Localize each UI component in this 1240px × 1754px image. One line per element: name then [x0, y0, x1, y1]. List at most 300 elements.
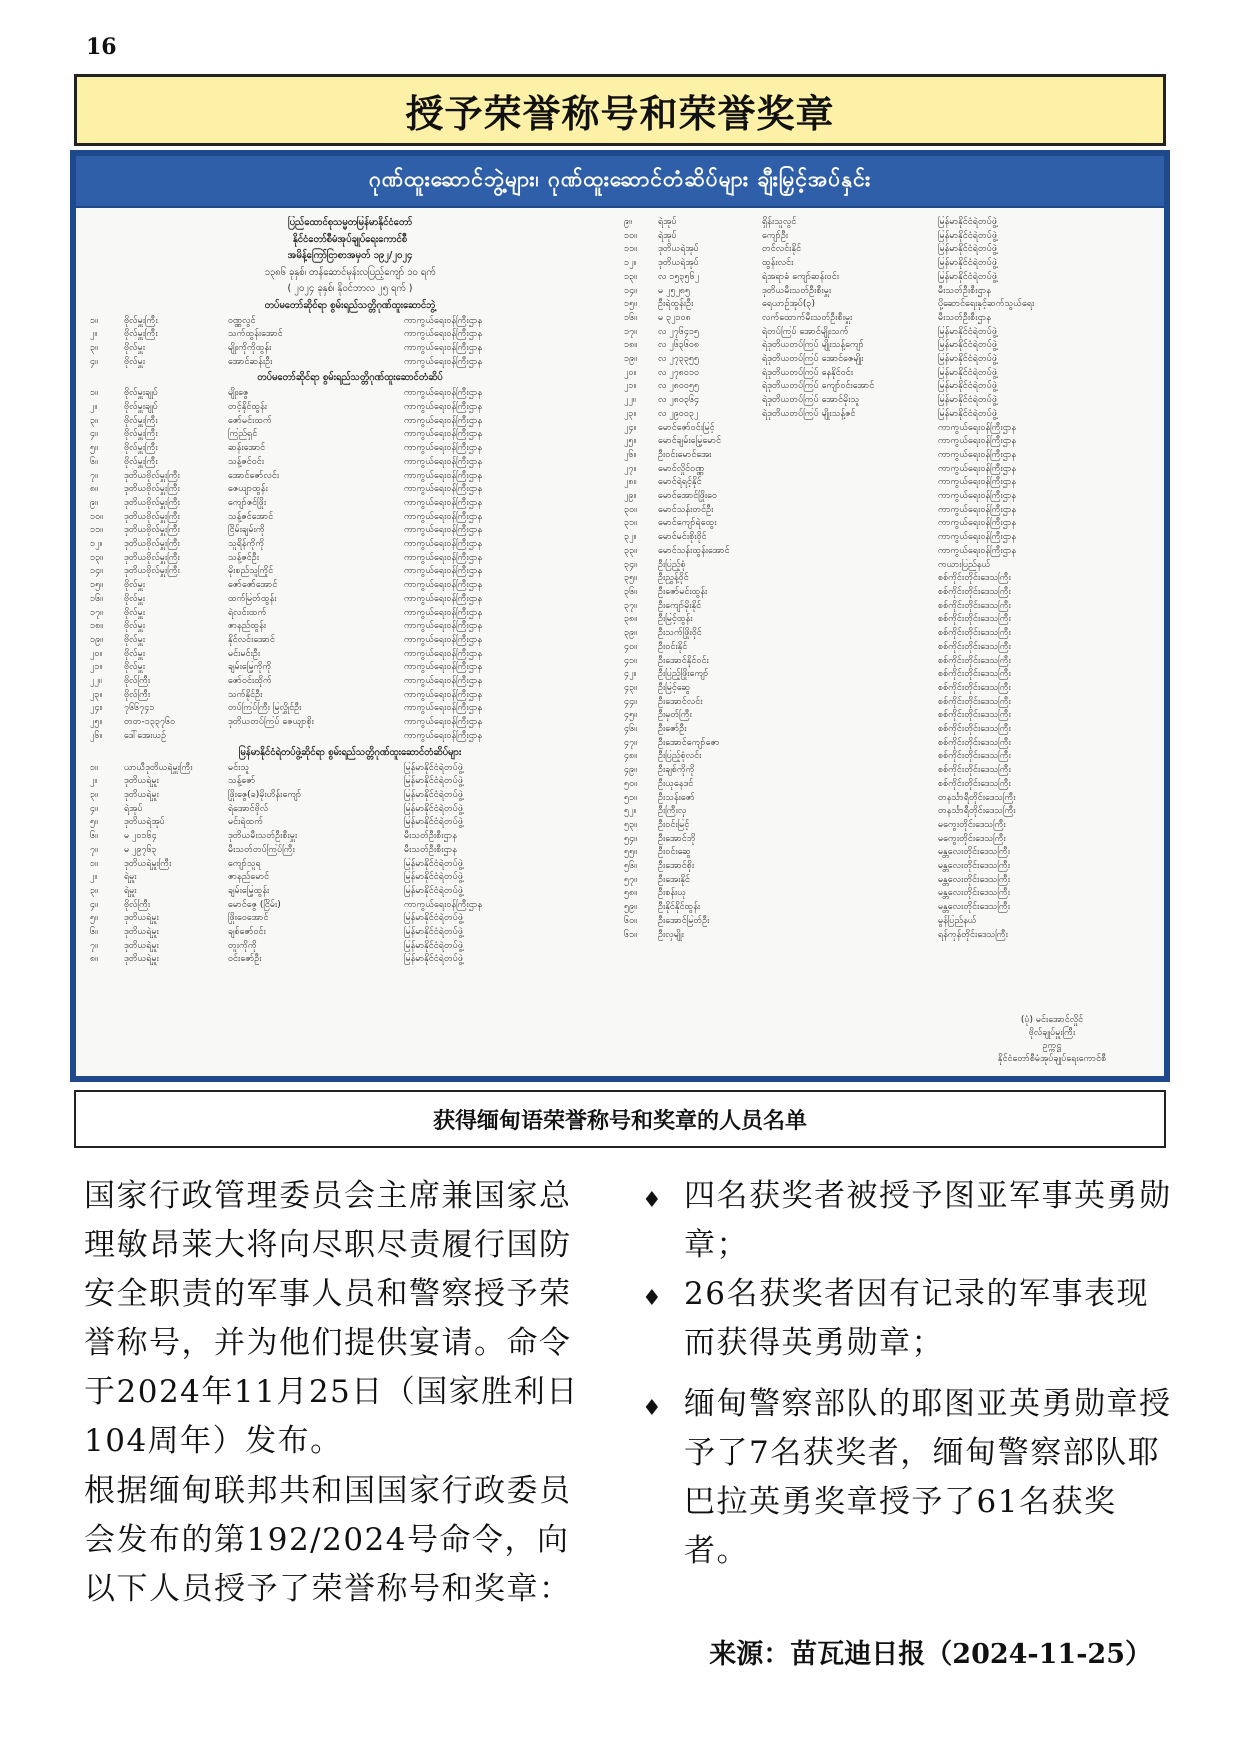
section-heading: တပ်မတော်ဆိုင်ရာ စွမ်းရည်သတ္တိဂုဏ်ထူးဆောင်ဘွဲ့ — [264, 299, 436, 311]
award-row — [90, 428, 610, 442]
award-row — [624, 353, 1144, 367]
award-cell: တူးကိုကို — [228, 940, 257, 951]
award-cell: ၃၉။ — [624, 628, 637, 639]
award-cell: ကာကွယ်ရေးဝန်ကြီးဌာန — [404, 552, 483, 563]
award-cell: မောင်ချမ်းမြေ့မောင် — [658, 436, 722, 447]
signature-line: (ပုံ) မင်းအောင်လှိုင် — [1020, 1015, 1084, 1025]
award-cell: မြန်မာနိုင်ငံရဲတပ်ဖွဲ့ — [404, 817, 463, 828]
award-cell: ဗိုလ်မှူးကြီး — [124, 456, 158, 467]
award-cell: ဗိုလ်မှူး — [124, 356, 146, 367]
award-cell: ၂၆။ — [624, 449, 637, 460]
award-row — [624, 572, 1144, 586]
award-cell: ဦးသန်းဇော် — [658, 792, 695, 803]
award-cell: ၂၁။ — [624, 381, 637, 392]
award-cell: ၁၈။ — [90, 621, 103, 632]
award-cell: မင်းသူ — [228, 762, 250, 773]
award-cell: ၅။ — [90, 817, 98, 828]
award-cell: ၃၇။ — [624, 600, 637, 611]
award-cell: ဦးပြည့်ဖြိုးကျော် — [658, 669, 709, 680]
award-row — [624, 819, 1144, 833]
award-cell: ၃၄။ — [624, 559, 637, 570]
award-row — [90, 661, 610, 675]
award-cell: တင့်နိုင်ထွန်း — [228, 402, 268, 413]
award-cell: မောင်သန်းတင်ဦး — [658, 504, 714, 515]
award-cell: ၇၆၆၇၄၁ — [124, 703, 155, 714]
award-cell: အောင်ဇော်လင်း — [228, 470, 280, 481]
award-cell: ၃။ — [90, 415, 98, 426]
award-cell — [762, 696, 938, 710]
award-cell: ၁၇။ — [624, 326, 637, 337]
award-cell: ၄၁။ — [624, 655, 637, 666]
award-cell: လက်ထောက်မီးသတ်ဦးစီးမှူး — [762, 312, 853, 323]
award-cell: ထက်မြတ်ထွန်း — [228, 593, 277, 604]
award-row — [624, 805, 1144, 819]
award-row — [90, 940, 610, 954]
award-cell: ၆၁။ — [624, 929, 637, 940]
award-row — [624, 696, 1144, 710]
award-cell: ၃။ — [90, 790, 98, 800]
award-row — [90, 816, 610, 830]
award-cell: မြန်မာနိုင်ငံရဲတပ်ဖွဲ့ — [404, 803, 463, 814]
award-cell: ကာကွယ်ရေးဝန်ကြီးဌာန — [404, 593, 483, 604]
award-row — [90, 702, 610, 716]
award-cell: ဗိုလ်မှူး — [124, 662, 146, 673]
award-cell: ကာကွယ်ရေးဝန်ကြီးဌာန — [404, 648, 483, 659]
award-cell: ၁၈။ — [624, 340, 637, 351]
award-cell: ကာကွယ်ရေးဝန်ကြီးဌာန — [938, 422, 1017, 433]
award-cell: ရေယာဉ်အုပ်(၃) — [762, 299, 815, 310]
award-cell: သန့်ဇော် — [228, 776, 256, 787]
award-row — [624, 463, 1144, 477]
award-cell: ရဲအရာခံ ကျော်ဆန်းဝင်း — [762, 271, 840, 282]
award-cell: ၁၆။ — [624, 312, 637, 323]
award-cell: ကာကွယ်ရေးဝန်ကြီးဌာန — [404, 402, 483, 413]
award-cell: ရဲမှူး — [124, 872, 137, 883]
page-number: 16 — [86, 34, 117, 60]
award-row — [90, 415, 610, 429]
diamond-bullet-icon: ♦ — [642, 1188, 662, 1213]
award-cell: ၂။ — [90, 776, 98, 787]
award-cell: ဗိုလ်မှူးချုပ် — [124, 388, 158, 399]
signature-line: ဥက္ကဋ္ဌ — [1042, 1041, 1062, 1051]
award-cell: ကျော်ဇင်ဖြိုး — [228, 497, 267, 508]
award-cell: ၃။ — [90, 342, 98, 353]
award-cell: ဒုတိယရဲမှူး — [124, 927, 159, 938]
award-row — [90, 926, 610, 940]
award-cell: စစ်ကိုင်းတိုင်းဒေသကြီး — [938, 724, 1011, 735]
award-cell: ကာကွယ်ရေးဝန်ကြီးဌာန — [404, 415, 483, 426]
award-row — [624, 778, 1144, 792]
award-cell: တနင်္သာရီတိုင်းဒေသကြီး — [938, 806, 1016, 817]
award-cell: ကြည်ရှင် — [228, 429, 258, 440]
award-cell: ဒုတိယဗိုလ်မှူးကြီး — [124, 470, 180, 481]
award-row — [90, 442, 610, 456]
award-cell: မောင်သန်းထွန်းအောင် — [658, 545, 730, 556]
award-row — [90, 789, 610, 803]
award-cell: ဖြိုးဇွေ(ခ)မိုးဟိန်းကျော် — [228, 790, 302, 800]
award-row — [624, 915, 1144, 929]
award-row — [90, 689, 610, 703]
award-cell: မြန်မာနိုင်ငံရဲတပ်ဖွဲ့ — [938, 244, 997, 255]
award-cell: လ ၂၇၃၃၅၅ — [658, 354, 700, 365]
award-cell: ၅၁။ — [624, 792, 637, 803]
award-cell: လ ၂၉၀၀၃၂ — [658, 408, 699, 419]
award-cell — [762, 915, 938, 929]
award-cell: မြန်မာနိုင်ငံရဲတပ်ဖွဲ့ — [938, 367, 997, 378]
award-row — [90, 953, 610, 967]
award-cell: ရန်ကုန်တိုင်းဒေသကြီး — [938, 929, 1008, 940]
award-cell — [762, 929, 938, 943]
award-row — [90, 524, 610, 538]
award-row — [624, 449, 1144, 463]
award-cell: သန့်ဇင်အောင် — [228, 511, 274, 522]
award-cell: ကာကွယ်ရေးဝန်ကြီးဌာန — [938, 436, 1017, 447]
award-cell: ဒေါ်အေးယဉ် — [124, 730, 167, 741]
award-row — [624, 435, 1144, 449]
award-cell — [762, 737, 938, 751]
award-cell — [762, 627, 938, 641]
award-row — [90, 762, 610, 776]
award-cell: ကာကွယ်ရေးဝန်ကြီးဌာန — [938, 545, 1017, 556]
award-cell: ၁၇။ — [90, 607, 103, 618]
diamond-bullet-icon: ♦ — [642, 1286, 662, 1311]
award-cell: ၅။ — [90, 443, 98, 454]
order-heading-line: ( ၂၀၂၄ ခုနှစ်၊ နိုဝင်ဘာလ ၂၅ ရက် ) — [287, 283, 413, 294]
award-cell: ၄၉။ — [624, 765, 637, 776]
body-paragraph: 根据缅甸联邦共和国国家行政委员会发布的第192/2024号命令，向以下人员授予了荣誉称号和奖章： — [84, 1473, 572, 1607]
award-cell: သူရိန်ကိုကို — [228, 539, 265, 550]
signature-line: နိုင်ငံတော်စီမံအုပ်ချုပ်ရေးကောင်စီ — [997, 1054, 1107, 1064]
award-cell: တနင်္သာရီတိုင်းဒေသကြီး — [938, 792, 1016, 803]
award-cell: ကျော်သူရ — [228, 858, 261, 869]
award-cell: ဒုတိယရဲမှူး — [124, 913, 159, 924]
award-row — [624, 750, 1144, 764]
award-cell: ၁။ — [90, 858, 98, 869]
award-cell: ကာကွယ်ရေးဝန်ကြီးဌာန — [404, 662, 483, 673]
award-cell: ဗိုလ်မှူး — [124, 580, 146, 591]
clipping-left-column — [90, 216, 610, 1068]
award-row — [90, 899, 610, 913]
award-cell: မြန်မာနိုင်ငံရဲတပ်ဖွဲ့ — [938, 354, 997, 365]
award-row — [624, 764, 1144, 778]
award-cell: လ ၁၅၃၅၆၂ — [658, 271, 700, 282]
award-row — [624, 887, 1144, 901]
award-cell: မီးသတ်ဦးစီးဌာန — [404, 844, 457, 855]
award-cell: ၁၅။ — [624, 299, 637, 310]
clipping-right-column — [624, 216, 1144, 1068]
award-cell: စစ်ကိုင်းတိုင်းဒေသကြီး — [938, 669, 1011, 680]
award-cell — [762, 805, 938, 819]
award-row — [90, 858, 610, 872]
award-cell: ၉။ — [90, 497, 98, 508]
award-cell: ဒုတိယမီးသတ်ဦးစီးမှူး — [228, 831, 298, 842]
award-cell: ၅၈။ — [624, 888, 637, 899]
award-cell — [762, 723, 938, 737]
award-cell: ၃၅။ — [624, 573, 637, 584]
award-cell: ကာကွယ်ရေးဝန်ကြီးဌာန — [938, 518, 1017, 529]
award-cell: ကယားပြည်နယ် — [938, 559, 991, 570]
award-row — [90, 356, 610, 370]
award-row — [90, 830, 610, 844]
award-cell: ဇာနည်ထွန်း — [228, 621, 267, 632]
award-row — [90, 775, 610, 789]
award-cell: ၇။ — [90, 470, 98, 481]
award-cell: တတ-၁၃၃၇၆၀ — [124, 717, 176, 728]
award-cell: စစ်ကိုင်းတိုင်းဒေသကြီး — [938, 751, 1011, 762]
award-cell: ဦးအောင်နိုင်ဝင်း — [658, 655, 709, 666]
award-row — [624, 860, 1144, 874]
award-cell: မန္တလေးတိုင်းဒေသကြီး — [938, 874, 1010, 885]
award-cell: ၈။ — [90, 484, 98, 495]
award-cell: စစ်ကိုင်းတိုင်းဒေသကြီး — [938, 696, 1011, 707]
award-cell: ရဲလင်းထက် — [228, 607, 267, 618]
award-cell: မြန်မာနိုင်ငံရဲတပ်ဖွဲ့ — [404, 913, 463, 924]
award-cell: မြန်မာနိုင်ငံရဲတပ်ဖွဲ့ — [404, 762, 463, 773]
award-cell: ဦးနိုင်နိုင်ထွန်း — [658, 902, 701, 913]
award-cell: ဦးဝင်းနိုင် — [658, 641, 688, 652]
award-row — [624, 545, 1144, 559]
award-cell: ၄။ — [90, 356, 98, 367]
award-cell: မိုးစည်သူကြိုင် — [228, 566, 274, 577]
award-cell: ကာကွယ်ရေးဝန်ကြီးဌာန — [404, 676, 483, 687]
award-cell: မ ၂၉၇၆၃ — [124, 844, 157, 855]
award-cell: ကာကွယ်ရေးဝန်ကြီးဌာန — [404, 621, 483, 632]
award-cell: ဒုတိယရဲအုပ် — [658, 244, 699, 255]
award-cell: ၁၆။ — [90, 593, 103, 604]
award-row — [90, 607, 610, 621]
award-cell: ၅၅။ — [624, 847, 637, 858]
award-row — [90, 538, 610, 552]
award-cell: ၄၈။ — [624, 751, 637, 762]
award-cell: မြန်မာနိုင်ငံရဲတပ်ဖွဲ့ — [938, 340, 997, 351]
award-row — [624, 668, 1144, 682]
award-cell: စစ်ကိုင်းတိုင်းဒေသကြီး — [938, 710, 1011, 721]
award-cell — [762, 833, 938, 847]
award-row — [624, 408, 1144, 422]
award-cell: ၂၇။ — [624, 463, 637, 474]
award-cell: ဦးရဲထွန်းဦး — [658, 299, 694, 310]
award-row — [624, 627, 1144, 641]
award-cell: ၂၃။ — [624, 408, 637, 419]
award-cell: မန္တလေးတိုင်းဒေသကြီး — [938, 888, 1010, 899]
award-row — [624, 586, 1144, 600]
title-banner — [74, 74, 1166, 146]
bullet-item — [642, 1172, 1172, 1270]
award-cell: မီးသတ်ဦးစီးဌာန — [938, 285, 991, 296]
award-cell: ၃၁။ — [624, 518, 637, 529]
award-cell: မြန်မာနိုင်ငံရဲတပ်ဖွဲ့ — [938, 381, 997, 392]
award-row — [90, 401, 610, 415]
award-cell: စစ်ကိုင်းတိုင်းဒေသကြီး — [938, 655, 1011, 666]
award-cell — [762, 600, 938, 614]
award-cell: ၈။ — [90, 954, 98, 965]
award-cell: ၅၇။ — [624, 874, 637, 885]
award-cell: ဦးအောင်ကျော်ဇော — [658, 737, 720, 748]
award-cell: ကာကွယ်ရေးဝန်ကြီးဌာန — [404, 525, 483, 536]
source-credit: 来源：苗瓦迪日报（2024-11-25） — [709, 1639, 1152, 1670]
award-cell: မွန်ပြည်နယ် — [938, 915, 977, 926]
award-cell — [762, 668, 938, 682]
award-cell: ၂၂။ — [624, 395, 636, 406]
award-cell — [762, 887, 938, 901]
award-cell: မြန်မာနိုင်ငံရဲတပ်ဖွဲ့ — [938, 395, 997, 406]
award-cell: မြန်မာနိုင်ငံရဲတပ်ဖွဲ့ — [938, 258, 997, 269]
award-row — [90, 470, 610, 484]
award-cell: ကာကွယ်ရေးဝန်ကြီးဌာန — [404, 539, 483, 550]
award-cell: ဝဏ္ဏလွင် — [228, 315, 256, 326]
award-cell: ဗိုလ်မှူးကြီး — [124, 429, 158, 440]
bullet-text: 缅甸警察部队的耶图亚英勇勋章授予了7名获奖者，缅甸警察部队耶巴拉英勇奖章授予了61名获奖者。 — [684, 1386, 1172, 1569]
award-row — [624, 709, 1144, 723]
award-cell: ၃၃။ — [624, 545, 637, 556]
award-row — [90, 675, 610, 689]
award-cell: မ ၃၂၁၀၈ — [658, 312, 691, 323]
award-cell: ကာကွယ်ရေးဝန်ကြီးဌာန — [404, 634, 483, 645]
award-cell — [762, 682, 938, 696]
award-row — [90, 511, 610, 525]
award-cell: ၅၄။ — [624, 833, 637, 844]
award-cell: ဦးချစ်ကိုကို — [658, 765, 695, 776]
award-cell: မီးသတ်ဦးစီးဌာန — [938, 312, 991, 323]
award-cell: မောင်ကျော်ရဲထွေး — [658, 518, 717, 529]
clipping-caption: 获得缅甸语荣誉称号和奖章的人员名单 — [74, 1090, 1166, 1148]
award-cell: မောင်လှိုင်ဝဏ္ဏ — [658, 463, 705, 474]
award-row — [90, 844, 610, 858]
award-cell: ကာကွယ်ရေးဝန်ကြီးဌာန — [404, 388, 483, 399]
award-cell: ဦးအေးနိုင် — [658, 874, 691, 885]
award-cell: ၂၄။ — [90, 703, 103, 714]
clipping-body — [76, 208, 1164, 1076]
award-list — [90, 762, 610, 968]
award-cell: ဦးစန်းယု — [658, 888, 687, 899]
award-cell: ၁၄။ — [624, 285, 637, 296]
award-cell: ၁၁။ — [624, 244, 637, 255]
award-row — [90, 803, 610, 817]
award-cell: ၂၄။ — [624, 422, 637, 433]
award-cell: စစ်ကိုင်းတိုင်းဒေသကြီး — [938, 682, 1011, 693]
newspaper-clipping — [70, 150, 1170, 1082]
award-cell: ဒုတိယဗိုလ်မှူးကြီး — [124, 511, 180, 522]
award-cell — [762, 792, 938, 806]
section-heading: တပ်မတော်ဆိုင်ရာ စွမ်းရည်သတ္တိဂုဏ်ထူးဆောင်တံဆိပ် — [257, 372, 443, 384]
award-cell: ကာကွယ်ရေးဝန်ကြီးဌာန — [404, 899, 483, 910]
award-cell: မောင်အောင်ဖြိုးဝေ — [658, 491, 718, 502]
bullet-item — [642, 1270, 1172, 1368]
award-cell: ကာကွယ်ရေးဝန်ကြီးဌာန — [938, 532, 1017, 543]
bullet-text: 26名获奖者因有记录的军事表现而获得英勇勋章； — [684, 1276, 1149, 1361]
award-cell: မြန်မာနိုင်ငံရဲတပ်ဖွဲ့ — [404, 954, 463, 965]
award-cell — [762, 764, 938, 778]
award-cell: သန့်ဇင်ဝင်း — [228, 456, 265, 467]
award-cell: ဦးသက်ဖြိုးဝိုင် — [658, 628, 702, 639]
bullet-item — [642, 1380, 1172, 1576]
award-cell: မြန်မာနိုင်ငံရဲတပ်ဖွဲ့ — [404, 858, 463, 869]
award-row — [624, 312, 1144, 326]
award-cell: နိုင်လင်းအောင် — [228, 634, 275, 645]
award-cell: ဒုတိယဗိုလ်မှူးကြီး — [124, 552, 180, 563]
award-cell: ရဲမှူး — [124, 885, 137, 896]
award-cell: ၁။ — [90, 762, 98, 773]
award-cell: ကာကွယ်ရေးဝန်ကြီးဌာန — [404, 443, 483, 454]
award-cell: လ ၂၇၆၄၁၅ — [658, 326, 700, 337]
award-cell: ၄၄။ — [624, 696, 637, 707]
award-cell: ဗိုလ်မှူးကြီး — [124, 415, 158, 426]
award-cell: မ ၂၀၁၆၄ — [124, 831, 157, 842]
award-cell: ပို့ဆောင်ရေးနှင့်ဆက်သွယ်ရေး — [938, 299, 1035, 310]
award-cell: မြန်မာနိုင်ငံရဲတပ်ဖွဲ့ — [938, 230, 997, 241]
award-cell: ဦးအောင်စိုး — [658, 861, 695, 872]
award-cell: ဦးလှမျိုး — [658, 929, 684, 940]
award-cell: ဦးဇော်ဦး — [658, 724, 687, 735]
award-cell: ကာကွယ်ရေးဝန်ကြီးဌာန — [938, 477, 1017, 488]
award-cell: ၄၇။ — [624, 737, 637, 748]
award-cell: ၆။ — [90, 831, 98, 842]
award-cell: ကာကွယ်ရေးဝန်ကြီးဌာန — [404, 484, 483, 495]
diamond-bullet-icon: ♦ — [642, 1396, 662, 1421]
award-row — [624, 504, 1144, 518]
award-cell: ဦးကျော်မိုးနိုင် — [658, 600, 702, 611]
award-cell — [762, 504, 938, 518]
award-cell: ၆၀။ — [624, 915, 637, 926]
award-row — [624, 216, 1144, 230]
award-row — [624, 874, 1144, 888]
award-cell: ဒုတိယဗိုလ်မှူးကြီး — [124, 484, 180, 495]
award-cell: ၂၆။ — [90, 730, 103, 741]
award-cell: ဒုတိယရဲမှူးကြီး — [124, 858, 172, 869]
award-cell: မီးသတ်တပ်ကြပ်ကြီး — [228, 844, 295, 855]
award-cell: ၂၅။ — [624, 436, 637, 447]
award-cell: ရဲဒုတိယတပ်ကြပ် နေနိုင်ဝင်း — [762, 367, 854, 378]
award-cell: ကာကွယ်ရေးဝန်ကြီးဌာန — [404, 429, 483, 440]
award-cell: တပ်ကြပ်ကြီး မြလွှိုင်ဦး — [228, 703, 302, 714]
award-row — [624, 559, 1144, 573]
award-cell: ဗိုလ်မှူးကြီး — [124, 315, 158, 326]
bullet-text: 四名获奖者被授予图亚军事英勇勋章； — [684, 1178, 1172, 1263]
award-cell — [762, 586, 938, 600]
award-cell: ၂၀။ — [90, 648, 103, 659]
award-cell: မန္တလေးတိုင်းဒေသကြီး — [938, 861, 1010, 872]
award-cell: ၁၀။ — [624, 230, 637, 241]
award-cell: ကာကွယ်ရေးဝန်ကြီးဌာန — [404, 703, 483, 714]
award-cell — [762, 422, 938, 436]
award-cell: ဒုတိယဗိုလ်မှူးကြီး — [124, 497, 180, 508]
award-cell: ချမ်းမြေ့ကိုကို — [228, 662, 272, 673]
award-cell: ၃၆။ — [624, 586, 637, 597]
award-cell: ၁၂။ — [624, 258, 637, 269]
award-cell: ၃၀။ — [624, 504, 637, 515]
award-cell: စစ်ကိုင်းတိုင်းဒေသကြီး — [938, 778, 1011, 789]
award-row — [90, 620, 610, 634]
award-cell: ရှိန်းသူလွင် — [762, 217, 797, 227]
section-heading: မြန်မာနိုင်ငံရဲတပ်ဖွဲ့ဆိုင်ရာ စွမ်းရည်သတ္တိဂုဏ်ထူးဆောင်တံဆိပ်များ — [238, 746, 462, 758]
award-cell — [762, 435, 938, 449]
award-cell — [762, 846, 938, 860]
order-heading-line: ၁၃၈၆ ခုနှစ်၊ တန်ဆောင်မုန်းလပြည့်ကျော် ၁၀ ရက် — [264, 266, 436, 278]
award-cell: သက်နိုင်ဦး — [228, 689, 263, 700]
award-cell: ၂၀။ — [624, 367, 637, 378]
award-cell — [228, 730, 404, 744]
award-row — [90, 456, 610, 470]
award-cell: ဦးမြင့်ဆွေ — [658, 682, 691, 693]
page-title: 授予荣誉称号和荣誉奖章 — [405, 90, 835, 136]
award-cell — [762, 572, 938, 586]
award-cell — [762, 449, 938, 463]
award-cell: မြန်မာနိုင်ငံရဲတပ်ဖွဲ့ — [938, 217, 997, 227]
award-cell: ဦးမြင့်ထွန်း — [658, 614, 693, 625]
award-cell: ဒုတိယရဲမှူး — [124, 790, 159, 800]
award-cell: ကာကွယ်ရေးဝန်ကြီးဌာန — [404, 511, 483, 522]
award-cell — [762, 655, 938, 669]
